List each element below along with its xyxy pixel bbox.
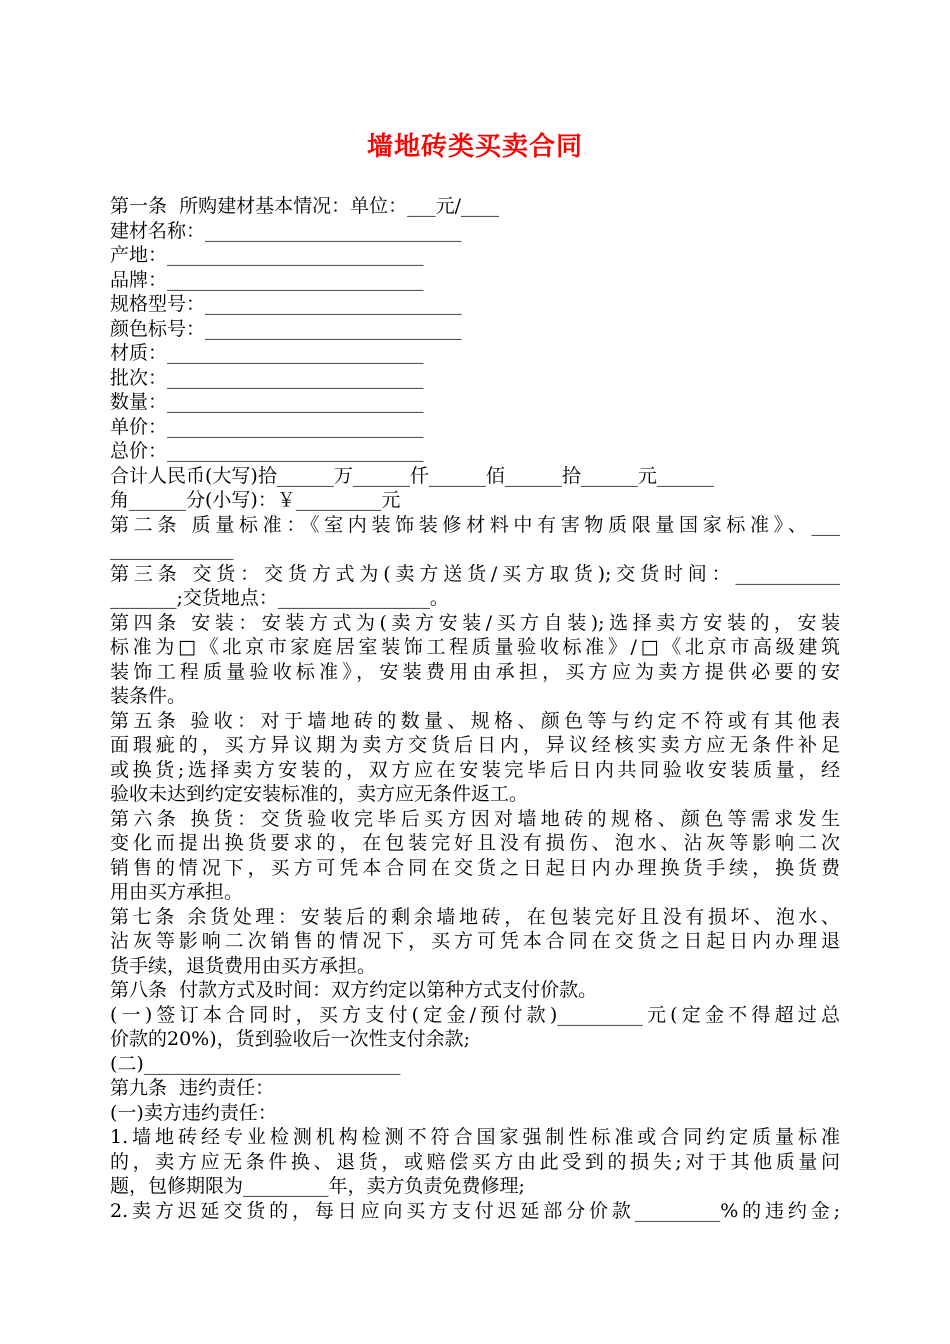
- payment-option-1-line-1: (一)签订本合同时，买方支付(定金/预付款)_________元(定金不得超过总: [110, 1003, 840, 1026]
- article-4-line-2: 标准为□《北京市家庭居室装饰工程质量验收标准》/□《北京市高级建筑: [110, 636, 840, 658]
- field-unit-price: 单价：___________________________: [110, 415, 424, 438]
- field-origin: 产地：___________________________: [110, 244, 424, 266]
- seller-liability-heading: (一)卖方违约责任：: [110, 1101, 277, 1124]
- article-7-line-3: 货手续，退货费用由买方承担。: [110, 954, 377, 977]
- article-5-line-3: 或换货;选择卖方安装的，双方应在安装完毕后日内共同验收安装质量，经: [110, 758, 840, 781]
- article-2-line: 第二条 质量标准：《室内装饰装修材料中有害物质限量国家标准》、___: [110, 513, 840, 536]
- field-color-code: 颜色标号：___________________________: [110, 317, 462, 340]
- payment-option-1-line-2: 价款的20%)，货到验收后一次性支付余款;: [110, 1028, 471, 1050]
- article-4-line-4: 装条件。: [110, 685, 187, 707]
- seller-liability-1-line-2: 的，卖方应无条件换、退货，或赔偿买方由此受到的损失;对于其他质量问: [110, 1150, 840, 1173]
- seller-liability-2-line: 2.卖方迟延交货的，每日应向买方支付迟延部分价款_________%的违约金;: [110, 1199, 840, 1222]
- article-2-continuation: _____________: [110, 538, 234, 560]
- article-6-line-4: 用由买方承担。: [110, 881, 244, 903]
- field-batch: 批次：___________________________: [110, 366, 424, 389]
- seller-liability-1-line-3: 题，包修期限为_________年，卖方负责免费修理;: [110, 1175, 525, 1197]
- contract-title: 墙地砖类买卖合同: [366, 132, 583, 162]
- article-5-line-4: 验收未达到约定安装标准的，卖方应无条件返工。: [110, 783, 529, 805]
- total-rmb-lowercase-line: 角______分(小写)：￥_________元: [110, 489, 401, 511]
- field-total-price: 总价：___________________________: [110, 440, 424, 462]
- article-1-line: 第一条 所购建材基本情况：单位：___元/____: [110, 195, 499, 217]
- contract-body: [110, 194, 840, 1223]
- article-5-line-2: 面瑕疵的，买方异议期为卖方交货后日内，异议经核实卖方应无条件补足: [110, 734, 840, 756]
- article-3-continuation: _______;交货地点：________________。: [110, 587, 449, 609]
- article-7-line-2: 沾灰等影响二次销售的情况下，买方可凭本合同在交货之日起日内办理退: [110, 930, 840, 952]
- article-9-line: 第九条 违约责任：: [110, 1077, 275, 1099]
- article-6-line-2: 变化而提出换货要求的，在包装完好且没有损伤、泡水、沾灰等影响二次: [110, 832, 840, 854]
- article-5-line-1: 第五条 验收：对于墙地砖的数量、规格、颜色等与约定不符或有其他表: [110, 709, 840, 732]
- field-brand: 品牌：___________________________: [110, 268, 424, 291]
- field-spec-model: 规格型号：___________________________: [110, 293, 462, 315]
- payment-option-2-line: (二)___________________________: [110, 1052, 401, 1075]
- total-rmb-uppercase-line: 合计人民币(大写)拾______万______仟______佰______拾______元______: [110, 464, 714, 487]
- seller-liability-1-line-1: 1.墙地砖经专业检测机构检测不符合国家强制性标准或合同约定质量标准: [110, 1126, 840, 1148]
- article-6-line-3: 销售的情况下，买方可凭本合同在交货之日起日内办理换货手续，换货费: [110, 856, 840, 879]
- field-material-name: 建材名称：___________________________: [110, 219, 462, 242]
- field-quantity: 数量：___________________________: [110, 391, 424, 413]
- article-4-line-1: 第四条 安装：安装方式为(卖方安装/买方自装);选择卖方安装的，安装: [110, 611, 840, 634]
- article-3-line: 第三条 交货：交货方式为(卖方送货/买方取货);交货时间：___________: [110, 562, 840, 585]
- article-4-line-3: 装饰工程质量验收标准》，安装费用由承担，买方应为卖方提供必要的安: [110, 660, 840, 683]
- article-7-line-1: 第七条 余货处理：安装后的剩余墙地砖，在包装完好且没有损坏、泡水、: [110, 905, 840, 928]
- article-8-line: 第八条 付款方式及时间：双方约定以第种方式支付价款。: [110, 979, 598, 1001]
- article-6-line-1: 第六条 换货：交货验收完毕后买方因对墙地砖的规格、颜色等需求发生: [110, 807, 840, 830]
- field-material: 材质：___________________________: [110, 342, 424, 364]
